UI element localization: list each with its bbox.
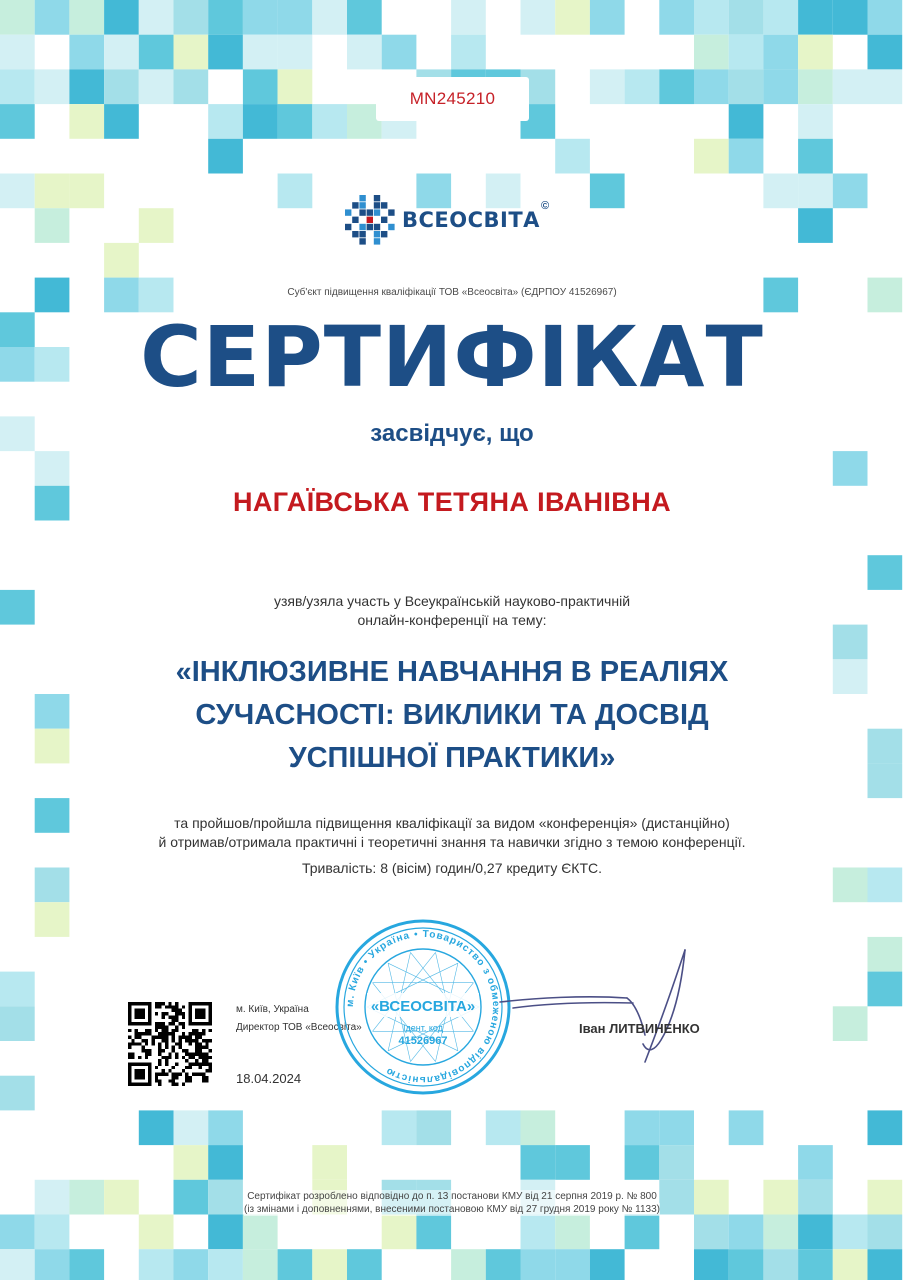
serial-number: MN245210 [376,77,529,121]
participation-line: онлайн-конференції на тему: [357,612,547,628]
qr-code-icon[interactable] [128,1002,212,1086]
completion-text [0,814,904,852]
certifies-text: засвідчує, що [370,420,534,447]
footer-line: Сертифікат розроблено відповідно до п. 13 постанови КМУ від 21 серпня 2019 р. № 800 [247,1191,657,1202]
round-seal-icon [333,917,513,1097]
stamp-center-text: «ВСЕОСВІТА» [370,998,476,1015]
issue-date: 18.04.2024 [236,1071,302,1086]
completion-line: та пройшов/пройшла підвищення кваліфікації за видом «конференція» (дистанційно) [174,815,730,831]
recipient-name: НАГАЇВСЬКА ТЕТЯНА ІВАНІВНА [233,487,671,517]
subject-line: Суб'єкт підвищення кваліфікації ТОВ «Всеосвіта» (ЄДРПОУ 41526967) [287,287,617,298]
legal-footer [0,1190,904,1216]
stamp-code-label: Ідент. код [403,1023,443,1033]
topic-line: СУЧАСНОСТІ: ВИКЛИКИ ТА ДОСВІД [195,699,709,731]
topic-line: УСПІШНОЇ ПРАКТИКИ» [288,742,616,774]
signer-name: Іван ЛИТВИНЕНКО [579,1021,700,1036]
director-title: Директор ТОВ «Всеосвіта» [236,1022,362,1033]
city-label: м. Київ, Україна [236,1004,309,1015]
participation-text [0,592,904,630]
snowflake-ornament-icon [342,192,398,248]
certificate-title: СЕРТИФІКАТ [140,308,764,406]
conference-topic [60,651,844,780]
brand-logo [342,192,549,248]
participation-line: узяв/узяла участь у Всеукраїнській науково-практичній [273,593,631,609]
stamp-code: 41526967 [398,1035,448,1047]
footer-line: (із змінами і доповненнями, внесеними постановою КМУ від 27 грудня 2019 року № 1133) [243,1204,660,1215]
copyright-mark: © [540,200,550,212]
handwritten-signature-icon [495,940,695,1070]
completion-line: й отримав/отримала практичні і теоретичні знання та навички згідно з темою конференції. [158,834,746,850]
duration-text: Тривалість: 8 (вісім) годин/0,27 кредиту ЄКТС. [301,860,602,876]
brand-name: ВСЕОСВІТА [402,208,540,232]
topic-line: «ІНКЛЮЗИВНЕ НАВЧАННЯ В РЕАЛІЯХ [175,656,729,688]
stamp-ring-text: м. Київ • Україна • Товариство з обмеженою відповідальністю [344,928,502,1086]
